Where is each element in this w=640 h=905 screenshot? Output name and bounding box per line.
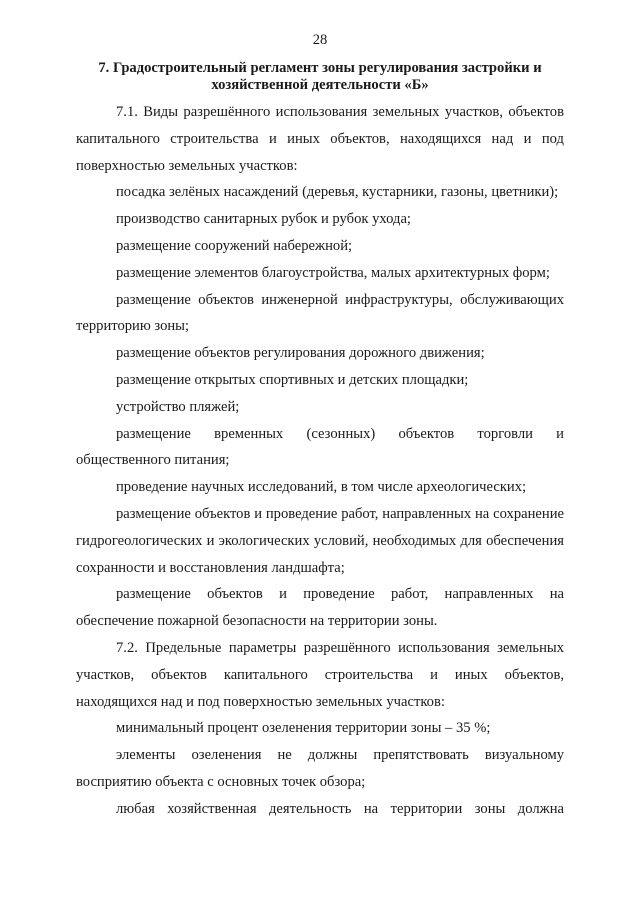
paragraph-7-1: 7.1. Виды разрешённого использования земельных участков, объектов капитального строительства и иных объектов, находящихся над и под поверхностью земельных участков: [76, 104, 564, 174]
list-item: размещение объектов и проведение работ, направленных на обеспечение пожарной безопасности на территории зоны. [76, 586, 564, 630]
list-item: размещение временных (сезонных) объектов торговли и общественного питания; [76, 425, 564, 469]
list-item: проведение научных исследований, в том числе археологических; [116, 479, 527, 496]
list-item: устройство пляжей; [116, 398, 240, 415]
list-item: размещение объектов инженерной инфраструктуры, обслуживающих территорию зоны; [76, 291, 564, 335]
list-item: посадка зелёных насаждений (деревья, кустарники, газоны, цветники); [116, 184, 559, 201]
list-item: минимальный процент озеленения территории зоны – 35 %; [116, 720, 491, 737]
list-item: любая хозяйственная деятельность на территории зоны должна [116, 800, 564, 817]
list-item: производство санитарных рубок и рубок ухода; [116, 211, 411, 228]
list-item: размещение объектов и проведение работ, направленных на сохранение гидрогеологических и экологических условий, необходимых для обеспечения сохранности и восстановления ландшафта; [76, 505, 564, 576]
list-item: размещение элементов благоустройства, малых архитектурных форм; [116, 264, 550, 281]
list-item: размещение объектов регулирования дорожного движения; [116, 345, 485, 362]
section-heading: 7. Градостроительный регламент зоны регулирования застройки и хозяйственной деятельности «Б» [98, 60, 542, 93]
list-item: размещение сооружений набережной; [116, 237, 353, 254]
section-body [76, 99, 564, 823]
list-item: элементы озеленения не должны препятствовать визуальному восприятию объекта с основных точек обзора; [76, 747, 564, 790]
list-item: размещение открытых спортивных и детских площадки; [116, 371, 469, 388]
page-number: 28 [312, 32, 328, 48]
paragraph-7-2: 7.2. Предельные параметры разрешённого использования земельных участков, объектов капитального строительства и иных объектов, находящихся над и под поверхностью земельных участков: [76, 639, 564, 710]
